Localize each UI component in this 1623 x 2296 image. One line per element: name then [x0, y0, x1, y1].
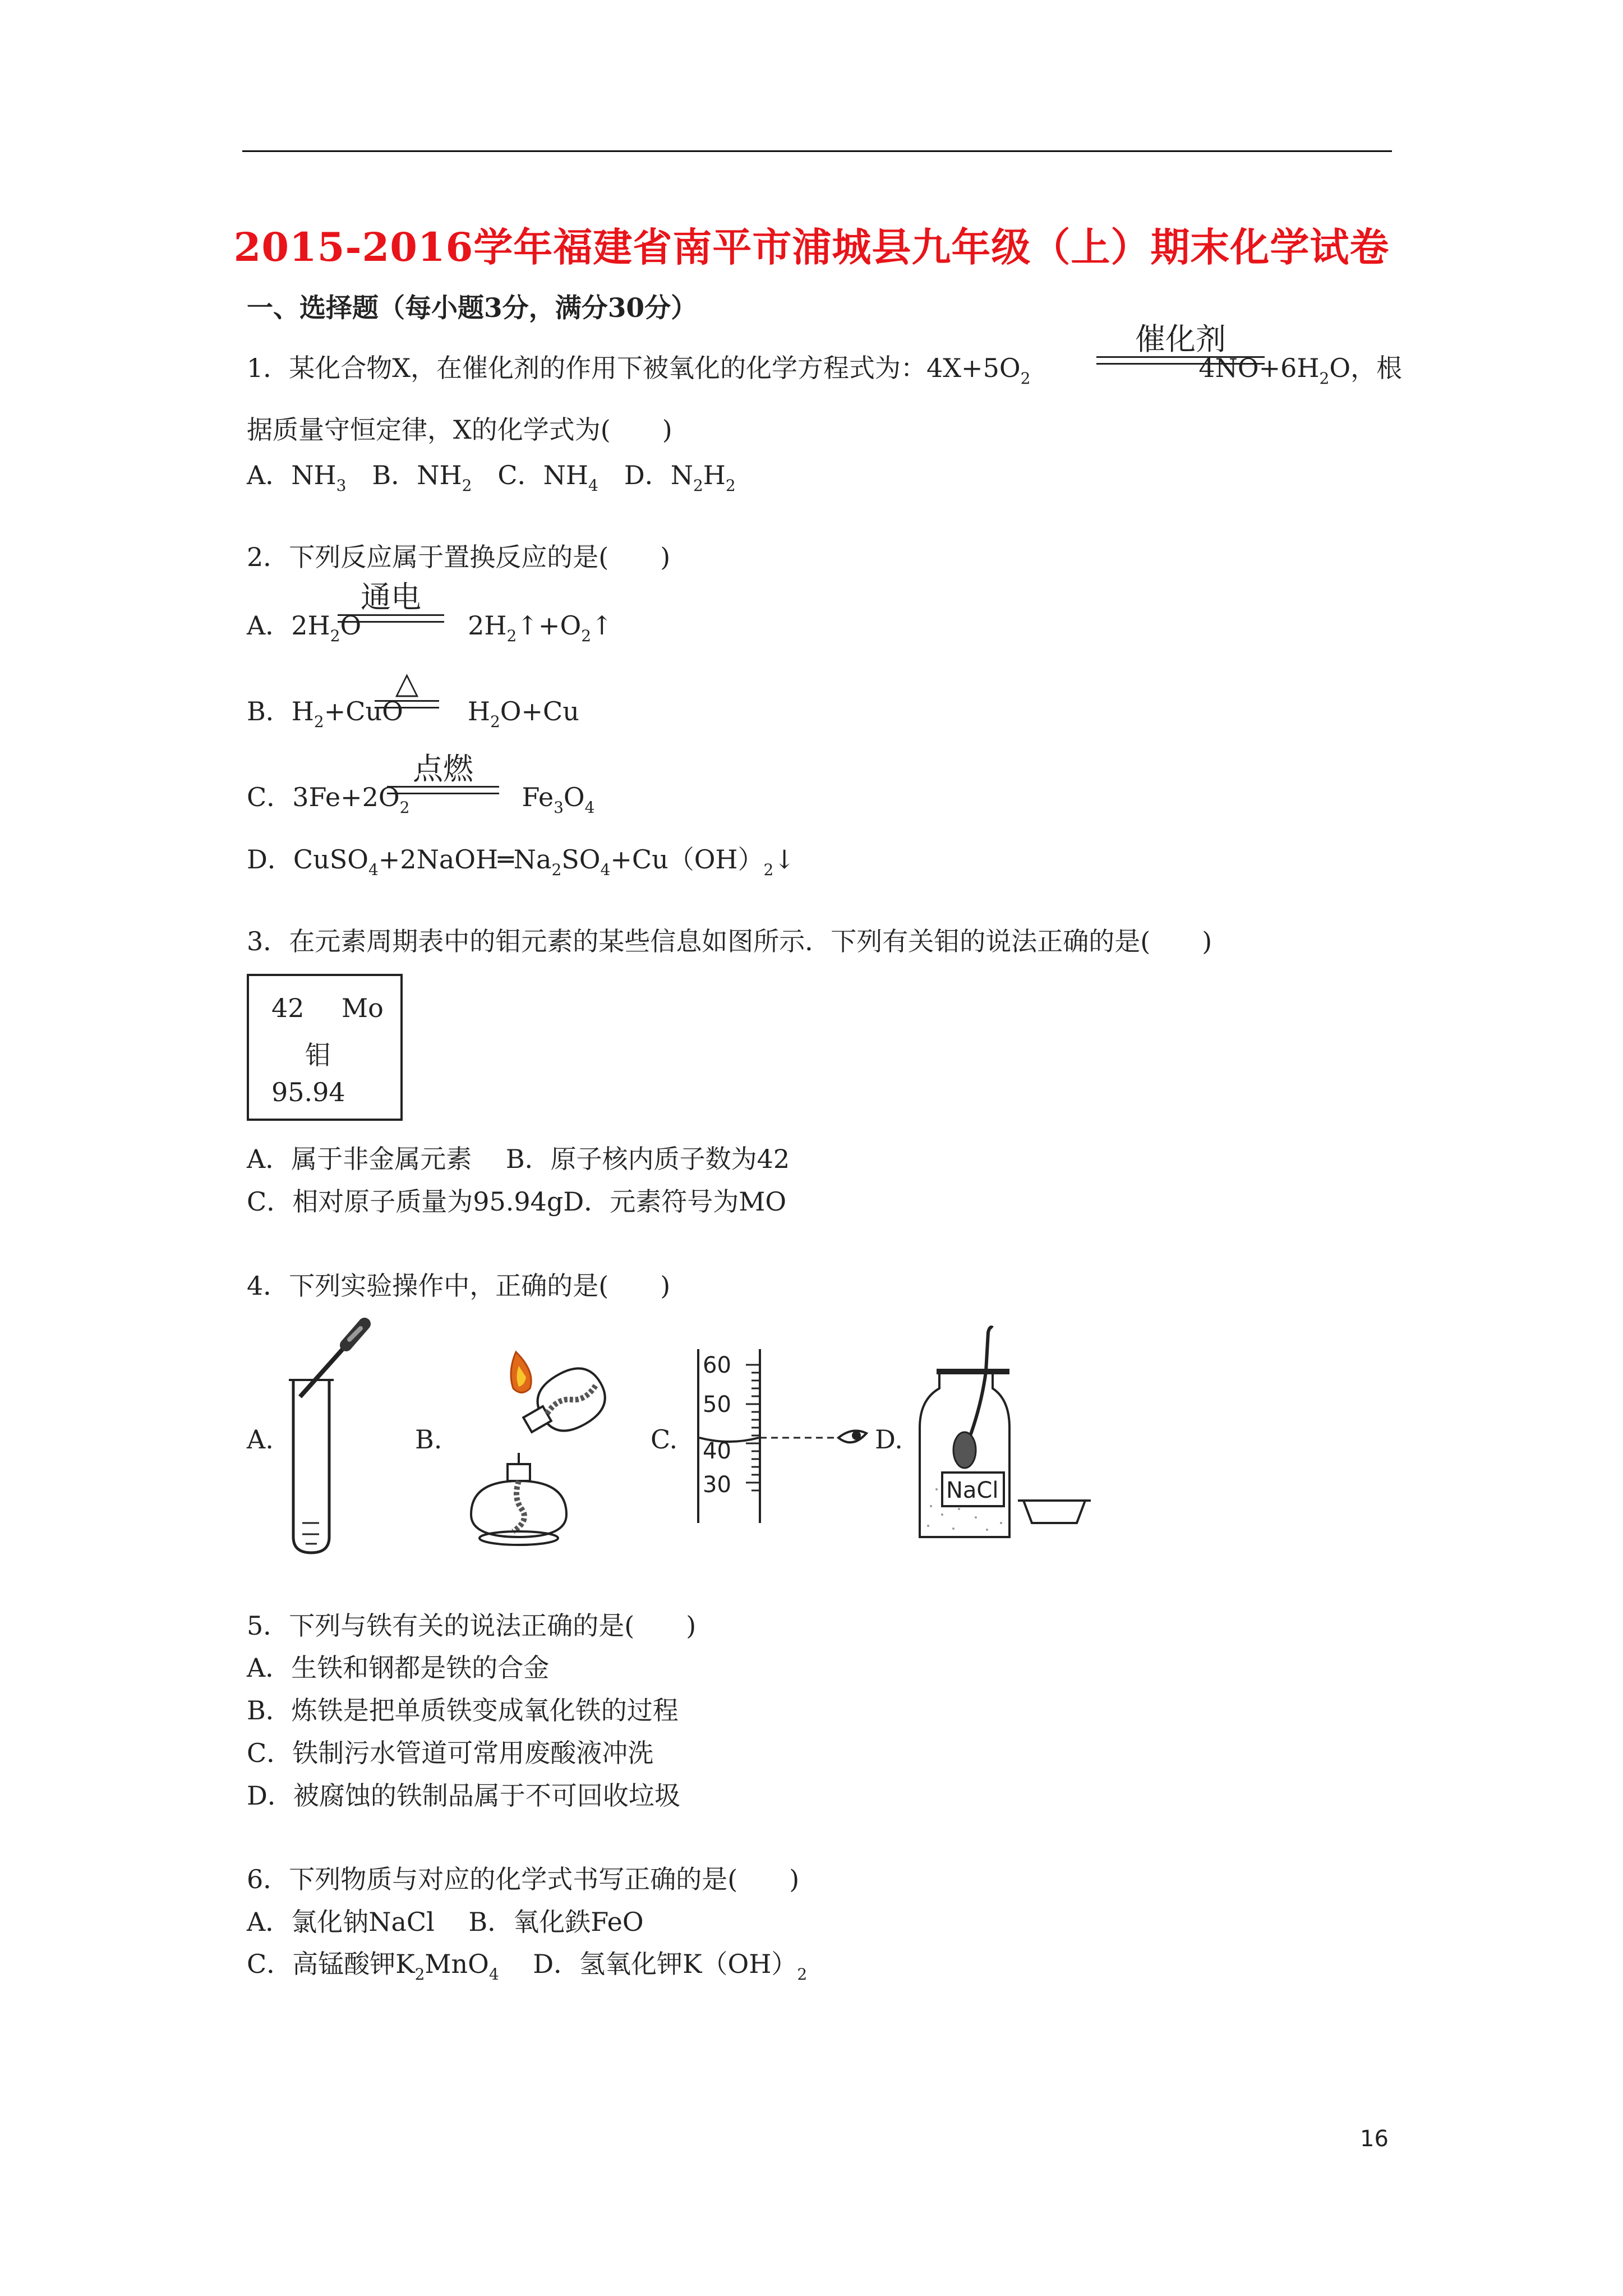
element-symbol: Mo [342, 993, 384, 1023]
q2-option-a: A．$2H_2O$ $2H_2↑+O_2↑$ [247, 610, 613, 645]
alcohol-lamp-figure [460, 1341, 639, 1559]
q2-c-condition [387, 752, 499, 794]
q4-label-b: B. [415, 1424, 442, 1455]
q2-c-condition-label: 点燃 [413, 751, 473, 786]
q4-label-d: D. [875, 1424, 903, 1455]
header-rule [242, 150, 1392, 152]
q1-line2: 据质量守恒定律，X的化学式为( ) [247, 415, 672, 445]
q6-options-2: C．高锰酸钾$K_2MnO_4$ D．氢氧化钾$K(OH)_2$ [247, 1949, 808, 1984]
dropper-test-tube-figure [283, 1313, 395, 1559]
q1-equals [1096, 356, 1265, 365]
q2-option-d: D．$CuSO_4+2NaOH═Na_2SO_4+Cu(OH)_2↓$ [247, 844, 795, 879]
cylinder-tick-60: 60 [703, 1352, 731, 1378]
q3-options-1: A．属于非金属元素 B．原子核内质子数为42 [247, 1144, 790, 1174]
element-card [247, 974, 403, 1121]
q5-option-d: D．被腐蚀的铁制品属于不可回收垃圾 [247, 1780, 680, 1811]
q1-text-a: 1．某化合物X，在催化剂的作用下被氧化的化学方程式为：4X+5O [247, 353, 1021, 383]
q2-a-condition [338, 581, 444, 623]
element-name: 钼 [305, 1040, 331, 1070]
bottle-label: NaCl [946, 1478, 999, 1503]
element-mass: 95.94 [271, 1077, 345, 1107]
q2-a-condition-label: 通电 [361, 579, 421, 615]
q4-label-a: A. [247, 1424, 274, 1455]
page-number: 16 [1360, 2126, 1389, 2152]
q4-stem: 4．下列实验操作中，正确的是( ) [247, 1271, 671, 1301]
q2-option-c: C．$3Fe+2O_2$ $Fe_3O_4$ [247, 782, 595, 817]
q5-option-a: A．生铁和钢都是铁的合金 [247, 1653, 550, 1683]
page-title: 2015-2016学年福建省南平市浦城县九年级（上）期末化学试卷 [233, 224, 1390, 270]
graduated-cylinder-figure [693, 1343, 883, 1529]
q1-text-c: O，根 [1329, 353, 1403, 383]
reagent-bottle-figure [914, 1321, 1110, 1545]
section-heading: 一、选择题（每小题3分，满分30分） [247, 293, 698, 324]
q4-label-c: C. [651, 1424, 678, 1455]
q5-option-c: C．铁制污水管道可常用废酸液冲洗 [247, 1738, 654, 1768]
q6-stem: 6．下列物质与对应的化学式书写正确的是( ) [247, 1864, 800, 1894]
q3-options-2: C．相对原子质量为95.94gD．元素符号为MO [247, 1186, 787, 1217]
q3-stem: 3．在元素周期表中的钼元素的某些信息如图所示．下列有关钼的说法正确的是( ) [247, 926, 1212, 956]
q1-condition [1096, 323, 1265, 365]
element-number: 42 [271, 993, 305, 1023]
q1-line1: 1．某化合物X，在催化剂的作用下被氧化的化学方程式为：$4X+5O_2$ $4NO+6H_2O$，根 [247, 353, 1403, 388]
q5-option-b: B．炼铁是把单质铁变成氧化铁的过程 [247, 1695, 679, 1726]
q1-condition-label: 催化剂 [1135, 321, 1226, 357]
q2-stem: 2．下列反应属于置换反应的是( ) [247, 542, 671, 572]
q6-options-1: A．氯化钠NaCl B．氧化鉄FeO [247, 1907, 644, 1937]
q1-options: A．$NH_3$ B．$NH_2$ C．$NH_4$ D．$N_2H_2$ [247, 460, 736, 495]
cylinder-tick-40: 40 [703, 1438, 731, 1464]
q2-b-condition-label: △ [395, 665, 419, 701]
q1-text-b: 4NO+6H [1198, 353, 1320, 383]
cylinder-tick-50: 50 [703, 1392, 731, 1418]
q2-b-condition [375, 666, 439, 708]
q2-option-b: B．$H_2+CuO$ $H_2O+Cu$ [247, 696, 579, 731]
cylinder-tick-30: 30 [703, 1472, 731, 1498]
q5-stem: 5．下列与铁有关的说法正确的是( ) [247, 1611, 697, 1641]
